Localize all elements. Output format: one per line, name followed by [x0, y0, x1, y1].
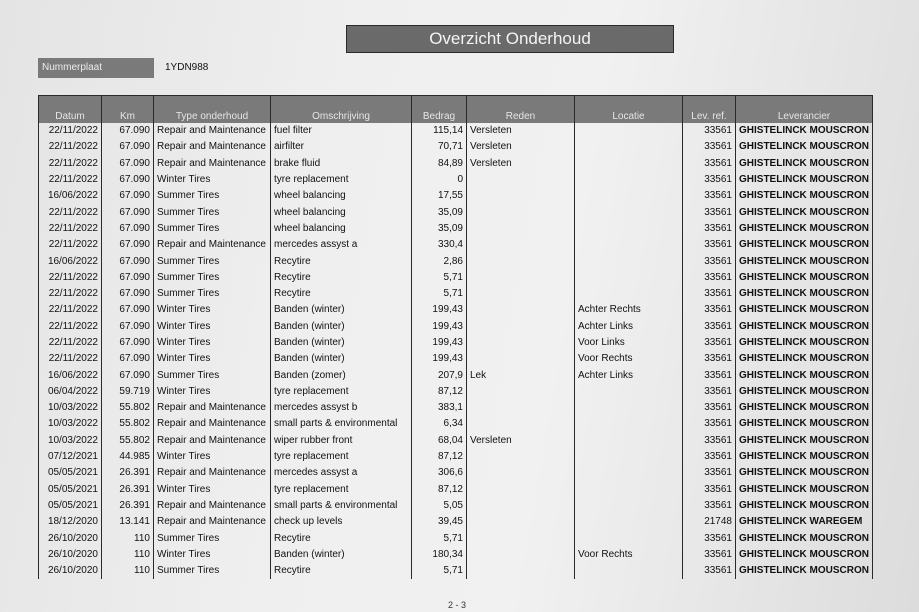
- date-cell: 22/11/2022: [39, 139, 102, 155]
- location-cell: [575, 498, 683, 514]
- type-cell: Repair and Maintenance: [154, 416, 271, 432]
- supplier-ref-cell: 33561: [683, 498, 736, 514]
- column-header: Locatie: [575, 96, 683, 124]
- table-row: [39, 204, 873, 220]
- supplier-ref-cell: 33561: [683, 449, 736, 465]
- date-cell: 26/10/2020: [39, 530, 102, 546]
- type-cell: Repair and Maintenance: [154, 139, 271, 155]
- supplier-cell: GHISTELINCK MOUSCRON: [736, 547, 873, 563]
- location-cell: Achter Rechts: [575, 302, 683, 318]
- column-header: Leverancier: [736, 96, 873, 124]
- description-cell: tyre replacement: [271, 482, 412, 498]
- supplier-ref-cell: 33561: [683, 351, 736, 367]
- table-row: [39, 172, 873, 188]
- table-row: [39, 221, 873, 237]
- description-cell: brake fluid: [271, 156, 412, 172]
- type-cell: Winter Tires: [154, 384, 271, 400]
- date-cell: 22/11/2022: [39, 204, 102, 220]
- km-cell: 13.141: [102, 514, 154, 530]
- supplier-ref-cell: 33561: [683, 286, 736, 302]
- table-row: [39, 319, 873, 335]
- reason-cell: [467, 547, 575, 563]
- date-cell: 22/11/2022: [39, 221, 102, 237]
- date-cell: 22/11/2022: [39, 172, 102, 188]
- description-cell: Recytire: [271, 563, 412, 579]
- km-cell: 67.090: [102, 367, 154, 383]
- location-cell: [575, 237, 683, 253]
- amount-cell: 35,09: [412, 221, 467, 237]
- amount-cell: 5,71: [412, 286, 467, 302]
- km-cell: 67.090: [102, 302, 154, 318]
- amount-cell: 5,71: [412, 563, 467, 579]
- table-row: [39, 465, 873, 481]
- reason-cell: Versleten: [467, 139, 575, 155]
- date-cell: 22/11/2022: [39, 123, 102, 139]
- amount-cell: 87,12: [412, 449, 467, 465]
- table-row: [39, 253, 873, 269]
- table-header-row: [39, 96, 873, 124]
- reason-cell: [467, 188, 575, 204]
- reason-cell: [467, 416, 575, 432]
- location-cell: [575, 156, 683, 172]
- description-cell: mercedes assyst a: [271, 237, 412, 253]
- location-cell: [575, 172, 683, 188]
- table-row: [39, 514, 873, 530]
- page-title: Overzicht Onderhoud: [346, 25, 674, 53]
- km-cell: 67.090: [102, 286, 154, 302]
- reason-cell: [467, 270, 575, 286]
- table-row: [39, 367, 873, 383]
- location-cell: [575, 433, 683, 449]
- amount-cell: 84,89: [412, 156, 467, 172]
- description-cell: Banden (winter): [271, 547, 412, 563]
- page-number: 2 - 3: [448, 600, 467, 610]
- description-cell: wheel balancing: [271, 188, 412, 204]
- table-row: [39, 351, 873, 367]
- supplier-ref-cell: 33561: [683, 547, 736, 563]
- km-cell: 67.090: [102, 139, 154, 155]
- reason-cell: [467, 237, 575, 253]
- supplier-cell: GHISTELINCK MOUSCRON: [736, 270, 873, 286]
- description-cell: Banden (winter): [271, 335, 412, 351]
- date-cell: 16/06/2022: [39, 188, 102, 204]
- date-cell: 18/12/2020: [39, 514, 102, 530]
- type-cell: Summer Tires: [154, 530, 271, 546]
- location-cell: [575, 286, 683, 302]
- supplier-cell: GHISTELINCK MOUSCRON: [736, 400, 873, 416]
- supplier-cell: GHISTELINCK MOUSCRON: [736, 530, 873, 546]
- description-cell: Banden (winter): [271, 351, 412, 367]
- date-cell: 22/11/2022: [39, 335, 102, 351]
- amount-cell: 5,05: [412, 498, 467, 514]
- location-cell: [575, 270, 683, 286]
- supplier-ref-cell: 33561: [683, 319, 736, 335]
- location-cell: Voor Rechts: [575, 547, 683, 563]
- amount-cell: 17,55: [412, 188, 467, 204]
- amount-cell: 5,71: [412, 270, 467, 286]
- location-cell: [575, 221, 683, 237]
- km-cell: 55.802: [102, 416, 154, 432]
- reason-cell: [467, 530, 575, 546]
- km-cell: 55.802: [102, 400, 154, 416]
- table-row: [39, 416, 873, 432]
- location-cell: [575, 400, 683, 416]
- date-cell: 05/05/2021: [39, 482, 102, 498]
- table-row: [39, 188, 873, 204]
- location-cell: [575, 139, 683, 155]
- type-cell: Summer Tires: [154, 270, 271, 286]
- type-cell: Repair and Maintenance: [154, 498, 271, 514]
- date-cell: 22/11/2022: [39, 286, 102, 302]
- type-cell: Repair and Maintenance: [154, 514, 271, 530]
- table-row: [39, 123, 873, 139]
- reason-cell: [467, 465, 575, 481]
- reason-cell: [467, 319, 575, 335]
- description-cell: Banden (winter): [271, 302, 412, 318]
- amount-cell: 70,71: [412, 139, 467, 155]
- column-header: Bedrag: [412, 96, 467, 124]
- type-cell: Summer Tires: [154, 221, 271, 237]
- supplier-cell: GHISTELINCK MOUSCRON: [736, 123, 873, 139]
- supplier-ref-cell: 33561: [683, 563, 736, 579]
- supplier-ref-cell: 33561: [683, 400, 736, 416]
- table-row: [39, 139, 873, 155]
- reason-cell: [467, 514, 575, 530]
- amount-cell: 199,43: [412, 302, 467, 318]
- amount-cell: 383,1: [412, 400, 467, 416]
- km-cell: 67.090: [102, 351, 154, 367]
- table-row: [39, 302, 873, 318]
- table-row: [39, 237, 873, 253]
- amount-cell: 35,09: [412, 204, 467, 220]
- location-cell: [575, 514, 683, 530]
- table-row: [39, 530, 873, 546]
- km-cell: 67.090: [102, 237, 154, 253]
- amount-cell: 199,43: [412, 351, 467, 367]
- column-header: Omschrijving: [271, 96, 412, 124]
- reason-cell: [467, 172, 575, 188]
- reason-cell: [467, 498, 575, 514]
- km-cell: 55.802: [102, 433, 154, 449]
- supplier-ref-cell: 33561: [683, 188, 736, 204]
- supplier-ref-cell: 33561: [683, 465, 736, 481]
- amount-cell: 5,71: [412, 530, 467, 546]
- supplier-ref-cell: 33561: [683, 253, 736, 269]
- reason-cell: [467, 384, 575, 400]
- location-cell: Voor Rechts: [575, 351, 683, 367]
- km-cell: 110: [102, 563, 154, 579]
- type-cell: Winter Tires: [154, 547, 271, 563]
- supplier-cell: GHISTELINCK MOUSCRON: [736, 335, 873, 351]
- amount-cell: 0: [412, 172, 467, 188]
- supplier-ref-cell: 33561: [683, 416, 736, 432]
- location-cell: [575, 449, 683, 465]
- type-cell: Repair and Maintenance: [154, 400, 271, 416]
- description-cell: Banden (winter): [271, 319, 412, 335]
- reason-cell: [467, 204, 575, 220]
- description-cell: Recytire: [271, 286, 412, 302]
- table-row: [39, 335, 873, 351]
- table-row: [39, 156, 873, 172]
- type-cell: Summer Tires: [154, 253, 271, 269]
- supplier-cell: GHISTELINCK MOUSCRON: [736, 563, 873, 579]
- km-cell: 67.090: [102, 270, 154, 286]
- column-header: Datum: [39, 96, 102, 124]
- supplier-cell: GHISTELINCK MOUSCRON: [736, 139, 873, 155]
- amount-cell: 87,12: [412, 482, 467, 498]
- reason-cell: [467, 351, 575, 367]
- column-header: Km: [102, 96, 154, 124]
- type-cell: Repair and Maintenance: [154, 433, 271, 449]
- reason-cell: Versleten: [467, 123, 575, 139]
- table-row: [39, 449, 873, 465]
- km-cell: 67.090: [102, 204, 154, 220]
- reason-cell: [467, 563, 575, 579]
- type-cell: Winter Tires: [154, 449, 271, 465]
- supplier-cell: GHISTELINCK MOUSCRON: [736, 302, 873, 318]
- supplier-ref-cell: 33561: [683, 172, 736, 188]
- supplier-cell: GHISTELINCK MOUSCRON: [736, 351, 873, 367]
- km-cell: 67.090: [102, 221, 154, 237]
- supplier-cell: GHISTELINCK MOUSCRON: [736, 286, 873, 302]
- location-cell: Voor Links: [575, 335, 683, 351]
- amount-cell: 199,43: [412, 319, 467, 335]
- description-cell: small parts & environmental: [271, 498, 412, 514]
- amount-cell: 6,34: [412, 416, 467, 432]
- supplier-ref-cell: 33561: [683, 270, 736, 286]
- table-row: [39, 482, 873, 498]
- amount-cell: 330,4: [412, 237, 467, 253]
- type-cell: Summer Tires: [154, 367, 271, 383]
- supplier-cell: GHISTELINCK WAREGEM: [736, 514, 873, 530]
- supplier-ref-cell: 33561: [683, 123, 736, 139]
- license-plate-value: 1YDN988: [165, 62, 209, 73]
- reason-cell: Versleten: [467, 433, 575, 449]
- supplier-cell: GHISTELINCK MOUSCRON: [736, 172, 873, 188]
- description-cell: fuel filter: [271, 123, 412, 139]
- supplier-cell: GHISTELINCK MOUSCRON: [736, 204, 873, 220]
- location-cell: [575, 482, 683, 498]
- supplier-ref-cell: 33561: [683, 433, 736, 449]
- km-cell: 67.090: [102, 172, 154, 188]
- date-cell: 05/05/2021: [39, 498, 102, 514]
- supplier-cell: GHISTELINCK MOUSCRON: [736, 416, 873, 432]
- column-header: Lev. ref.: [683, 96, 736, 124]
- type-cell: Winter Tires: [154, 351, 271, 367]
- km-cell: 26.391: [102, 465, 154, 481]
- amount-cell: 115,14: [412, 123, 467, 139]
- type-cell: Summer Tires: [154, 563, 271, 579]
- date-cell: 10/03/2022: [39, 416, 102, 432]
- km-cell: 67.090: [102, 319, 154, 335]
- type-cell: Repair and Maintenance: [154, 237, 271, 253]
- table-row: [39, 384, 873, 400]
- supplier-ref-cell: 33561: [683, 482, 736, 498]
- table-row: [39, 400, 873, 416]
- description-cell: check up levels: [271, 514, 412, 530]
- location-cell: Achter Links: [575, 319, 683, 335]
- km-cell: 67.090: [102, 335, 154, 351]
- type-cell: Summer Tires: [154, 286, 271, 302]
- supplier-cell: GHISTELINCK MOUSCRON: [736, 498, 873, 514]
- type-cell: Repair and Maintenance: [154, 465, 271, 481]
- table-row: [39, 498, 873, 514]
- table-row: [39, 433, 873, 449]
- supplier-ref-cell: 33561: [683, 530, 736, 546]
- type-cell: Winter Tires: [154, 482, 271, 498]
- km-cell: 26.391: [102, 482, 154, 498]
- reason-cell: Lek: [467, 367, 575, 383]
- location-cell: [575, 188, 683, 204]
- location-cell: [575, 384, 683, 400]
- date-cell: 26/10/2020: [39, 563, 102, 579]
- km-cell: 110: [102, 547, 154, 563]
- supplier-ref-cell: 33561: [683, 221, 736, 237]
- date-cell: 10/03/2022: [39, 400, 102, 416]
- location-cell: [575, 465, 683, 481]
- amount-cell: 87,12: [412, 384, 467, 400]
- reason-cell: [467, 482, 575, 498]
- amount-cell: 180,34: [412, 547, 467, 563]
- date-cell: 16/06/2022: [39, 367, 102, 383]
- type-cell: Repair and Maintenance: [154, 156, 271, 172]
- amount-cell: 2,86: [412, 253, 467, 269]
- maintenance-table: [38, 95, 873, 579]
- description-cell: Banden (zomer): [271, 367, 412, 383]
- date-cell: 22/11/2022: [39, 351, 102, 367]
- reason-cell: [467, 449, 575, 465]
- description-cell: tyre replacement: [271, 172, 412, 188]
- location-cell: Achter Links: [575, 367, 683, 383]
- location-cell: [575, 204, 683, 220]
- type-cell: Summer Tires: [154, 188, 271, 204]
- date-cell: 05/05/2021: [39, 465, 102, 481]
- table-row: [39, 563, 873, 579]
- date-cell: 06/04/2022: [39, 384, 102, 400]
- location-cell: [575, 123, 683, 139]
- description-cell: Recytire: [271, 530, 412, 546]
- description-cell: Recytire: [271, 270, 412, 286]
- supplier-ref-cell: 33561: [683, 204, 736, 220]
- supplier-ref-cell: 33561: [683, 302, 736, 318]
- date-cell: 22/11/2022: [39, 156, 102, 172]
- date-cell: 26/10/2020: [39, 547, 102, 563]
- amount-cell: 207,9: [412, 367, 467, 383]
- supplier-ref-cell: 33561: [683, 367, 736, 383]
- reason-cell: [467, 400, 575, 416]
- amount-cell: 39,45: [412, 514, 467, 530]
- supplier-ref-cell: 33561: [683, 335, 736, 351]
- km-cell: 67.090: [102, 188, 154, 204]
- km-cell: 59.719: [102, 384, 154, 400]
- description-cell: mercedes assyst a: [271, 465, 412, 481]
- supplier-ref-cell: 33561: [683, 156, 736, 172]
- description-cell: wheel balancing: [271, 204, 412, 220]
- location-cell: [575, 530, 683, 546]
- type-cell: Winter Tires: [154, 335, 271, 351]
- km-cell: 67.090: [102, 123, 154, 139]
- column-header: Type onderhoud: [154, 96, 271, 124]
- reason-cell: Versleten: [467, 156, 575, 172]
- supplier-ref-cell: 21748: [683, 514, 736, 530]
- date-cell: 16/06/2022: [39, 253, 102, 269]
- license-plate-label: Nummerplaat: [38, 58, 154, 78]
- location-cell: [575, 563, 683, 579]
- description-cell: tyre replacement: [271, 384, 412, 400]
- date-cell: 22/11/2022: [39, 302, 102, 318]
- reason-cell: [467, 253, 575, 269]
- date-cell: 07/12/2021: [39, 449, 102, 465]
- date-cell: 10/03/2022: [39, 433, 102, 449]
- amount-cell: 68,04: [412, 433, 467, 449]
- type-cell: Repair and Maintenance: [154, 123, 271, 139]
- amount-cell: 306,6: [412, 465, 467, 481]
- supplier-cell: GHISTELINCK MOUSCRON: [736, 367, 873, 383]
- table-row: [39, 286, 873, 302]
- supplier-cell: GHISTELINCK MOUSCRON: [736, 188, 873, 204]
- reason-cell: [467, 286, 575, 302]
- km-cell: 67.090: [102, 156, 154, 172]
- supplier-cell: GHISTELINCK MOUSCRON: [736, 482, 873, 498]
- reason-cell: [467, 302, 575, 318]
- location-cell: [575, 416, 683, 432]
- description-cell: wheel balancing: [271, 221, 412, 237]
- description-cell: mercedes assyst b: [271, 400, 412, 416]
- supplier-cell: GHISTELINCK MOUSCRON: [736, 156, 873, 172]
- reason-cell: [467, 221, 575, 237]
- km-cell: 110: [102, 530, 154, 546]
- supplier-cell: GHISTELINCK MOUSCRON: [736, 221, 873, 237]
- supplier-cell: GHISTELINCK MOUSCRON: [736, 449, 873, 465]
- supplier-cell: GHISTELINCK MOUSCRON: [736, 319, 873, 335]
- description-cell: Recytire: [271, 253, 412, 269]
- supplier-ref-cell: 33561: [683, 237, 736, 253]
- supplier-cell: GHISTELINCK MOUSCRON: [736, 465, 873, 481]
- date-cell: 22/11/2022: [39, 270, 102, 286]
- description-cell: airfilter: [271, 139, 412, 155]
- type-cell: Winter Tires: [154, 302, 271, 318]
- km-cell: 67.090: [102, 253, 154, 269]
- type-cell: Summer Tires: [154, 204, 271, 220]
- table-row: [39, 547, 873, 563]
- location-cell: [575, 253, 683, 269]
- amount-cell: 199,43: [412, 335, 467, 351]
- supplier-cell: GHISTELINCK MOUSCRON: [736, 384, 873, 400]
- supplier-ref-cell: 33561: [683, 384, 736, 400]
- supplier-cell: GHISTELINCK MOUSCRON: [736, 237, 873, 253]
- description-cell: wiper rubber front: [271, 433, 412, 449]
- type-cell: Winter Tires: [154, 319, 271, 335]
- description-cell: tyre replacement: [271, 449, 412, 465]
- reason-cell: [467, 335, 575, 351]
- supplier-ref-cell: 33561: [683, 139, 736, 155]
- date-cell: 22/11/2022: [39, 237, 102, 253]
- description-cell: small parts & environmental: [271, 416, 412, 432]
- date-cell: 22/11/2022: [39, 319, 102, 335]
- supplier-cell: GHISTELINCK MOUSCRON: [736, 433, 873, 449]
- table-row: [39, 270, 873, 286]
- column-header: Reden: [467, 96, 575, 124]
- km-cell: 26.391: [102, 498, 154, 514]
- km-cell: 44.985: [102, 449, 154, 465]
- type-cell: Winter Tires: [154, 172, 271, 188]
- supplier-cell: GHISTELINCK MOUSCRON: [736, 253, 873, 269]
